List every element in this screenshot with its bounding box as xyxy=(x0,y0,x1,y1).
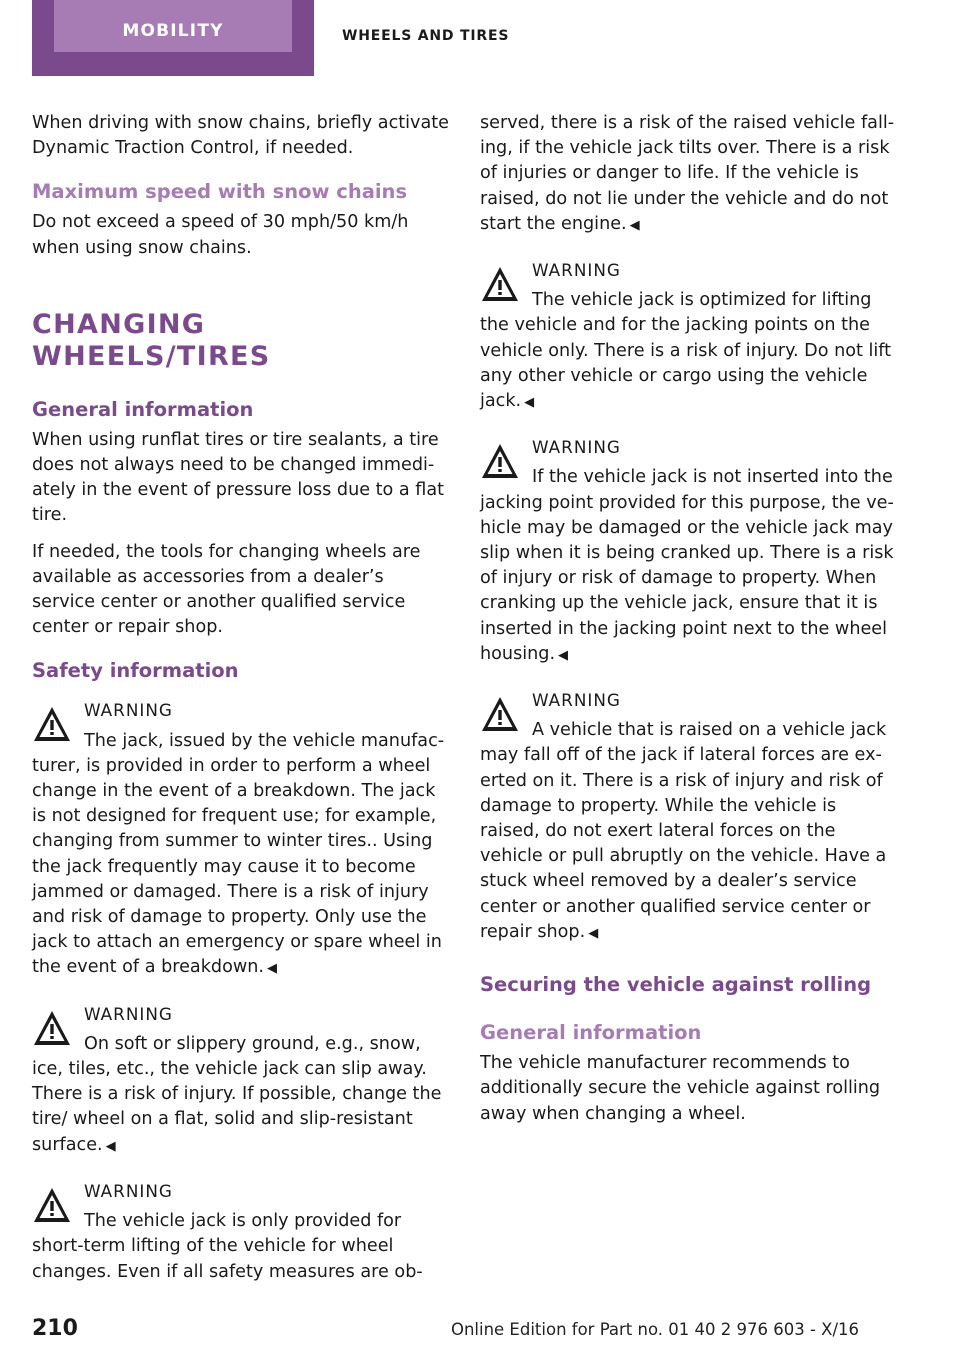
end-mark: ◀ xyxy=(524,395,535,411)
warning-text: The jack, issued by the vehicle manufacturer, is provided in order to perform a wheel change in the event of a breakdown. The jack is not designed for frequent use; for example, changing from summer to winter tires.. Using the jack frequently may cause it to become jammed or damaged. There is a risk of injury and risk of damage to property. Only use the jack to attach an emergency or spare wheel in the event of a breakdown. xyxy=(32,730,445,978)
warning-block-6 xyxy=(480,688,898,946)
warning-triangle-icon xyxy=(480,694,520,734)
warning-triangle-icon xyxy=(32,1008,72,1048)
securing-text: The vehicle manufacturer recommends to additionally secure the vehicle against rolling away when changing a wheel. xyxy=(480,1053,881,1124)
chapter-heading: CHANGING WHEELS/TIRES xyxy=(32,308,271,372)
chapter-tab xyxy=(32,0,314,76)
warning-triangle-icon xyxy=(480,441,520,481)
warning-text: served, there is a risk of the raised vehicle falling, if the vehicle jack tilts over. There is a risk of injuries or danger to life. If the vehicle is raised, do not lie under the vehicle and do not start the engine. xyxy=(480,113,895,234)
left-column xyxy=(32,111,450,1285)
warning-triangle-icon xyxy=(32,1185,72,1225)
page-number: 210 xyxy=(32,1316,78,1341)
edition-footer: Online Edition for Part no. 01 40 2 976 603 - X/16 xyxy=(450,1320,860,1339)
warning-block-3-start xyxy=(32,1179,450,1285)
warning-triangle-icon xyxy=(32,704,72,744)
warning-title: WARNING xyxy=(84,1180,173,1201)
warning-3-continued xyxy=(480,111,898,238)
warning-title: WARNING xyxy=(84,700,173,721)
end-mark: ◀ xyxy=(588,925,599,941)
intro-paragraph: When driving with snow chains, briefly activate Dynamic Traction Control, if needed. xyxy=(32,113,449,159)
warning-title: WARNING xyxy=(532,690,621,711)
chapter-tab-inner xyxy=(54,0,292,52)
safety-info-heading: Safety information xyxy=(32,659,239,683)
general-info-paragraph-1: When using runflat tires or tire sealants, a tire does not always need to be changed immediately in the event of pressure loss due to a flat tire. xyxy=(32,429,445,526)
warning-block-2 xyxy=(32,1002,450,1159)
warning-text: The vehicle jack is only provided for short-term lifting of the vehicle for wheel changes. Even if all safety measures are ob- xyxy=(32,1211,423,1282)
max-speed-heading: Maximum speed with snow chains xyxy=(32,180,408,204)
warning-block-4 xyxy=(480,258,898,415)
warning-text: A vehicle that is raised on a vehicle jack may fall off of the jack if lateral forces are exerted on it. There is a risk of injury and risk of damage to property. While the vehicle is raised, do not exert lateral forces on the vehicle or pull abruptly on the vehicle. Have a stuck wheel removed by a dealer’s service center or another qualified service center or repair shop. xyxy=(480,720,887,942)
warning-text: On soft or slippery ground, e.g., snow, ice, tiles, etc., the vehicle jack can slip away. There is a risk of injury. If possible, change the tire/ wheel on a flat, solid and slip-resistant surface. xyxy=(32,1033,442,1155)
chapter-tab-label: MOBILITY xyxy=(122,21,224,41)
warning-triangle-icon xyxy=(480,264,520,304)
warning-block-1 xyxy=(32,698,450,981)
max-speed-text: Do not exceed a speed of 30 mph/50 km/h when using snow chains. xyxy=(32,212,409,258)
end-mark: ◀ xyxy=(105,1138,116,1154)
right-column xyxy=(480,111,898,1138)
section-title: WHEELS AND TIRES xyxy=(342,28,510,44)
warning-title: WARNING xyxy=(84,1003,173,1024)
warning-block-5 xyxy=(480,435,898,668)
end-mark: ◀ xyxy=(266,961,277,977)
warning-text: If the vehicle jack is not inserted into the jacking point provided for this purpose, the vehicle may be damaged or the vehicle jack may slip when it is being cranked up. There is a risk of injury or risk of damage to property. When cranking up the vehicle jack, ensure that it is inserted in the jacking point next to the wheel housing. xyxy=(480,467,894,664)
end-mark: ◀ xyxy=(558,647,569,663)
securing-heading: Securing the vehicle against rolling xyxy=(480,973,872,997)
general-info-paragraph-2: If needed, the tools for changing wheels are available as accessories from a dealer’s service center or another qualified service center or repair shop. xyxy=(32,541,421,638)
warning-title: WARNING xyxy=(532,437,621,458)
end-mark: ◀ xyxy=(629,217,640,233)
warning-text: The vehicle jack is optimized for lifting the vehicle and for the jacking points on the vehicle only. There is a risk of injury. Do not lift any other vehicle or cargo using the vehicle jack. xyxy=(480,290,892,412)
general-info-heading: General information xyxy=(32,397,254,421)
warning-title: WARNING xyxy=(532,260,621,281)
securing-sub-heading: General information xyxy=(480,1021,702,1045)
